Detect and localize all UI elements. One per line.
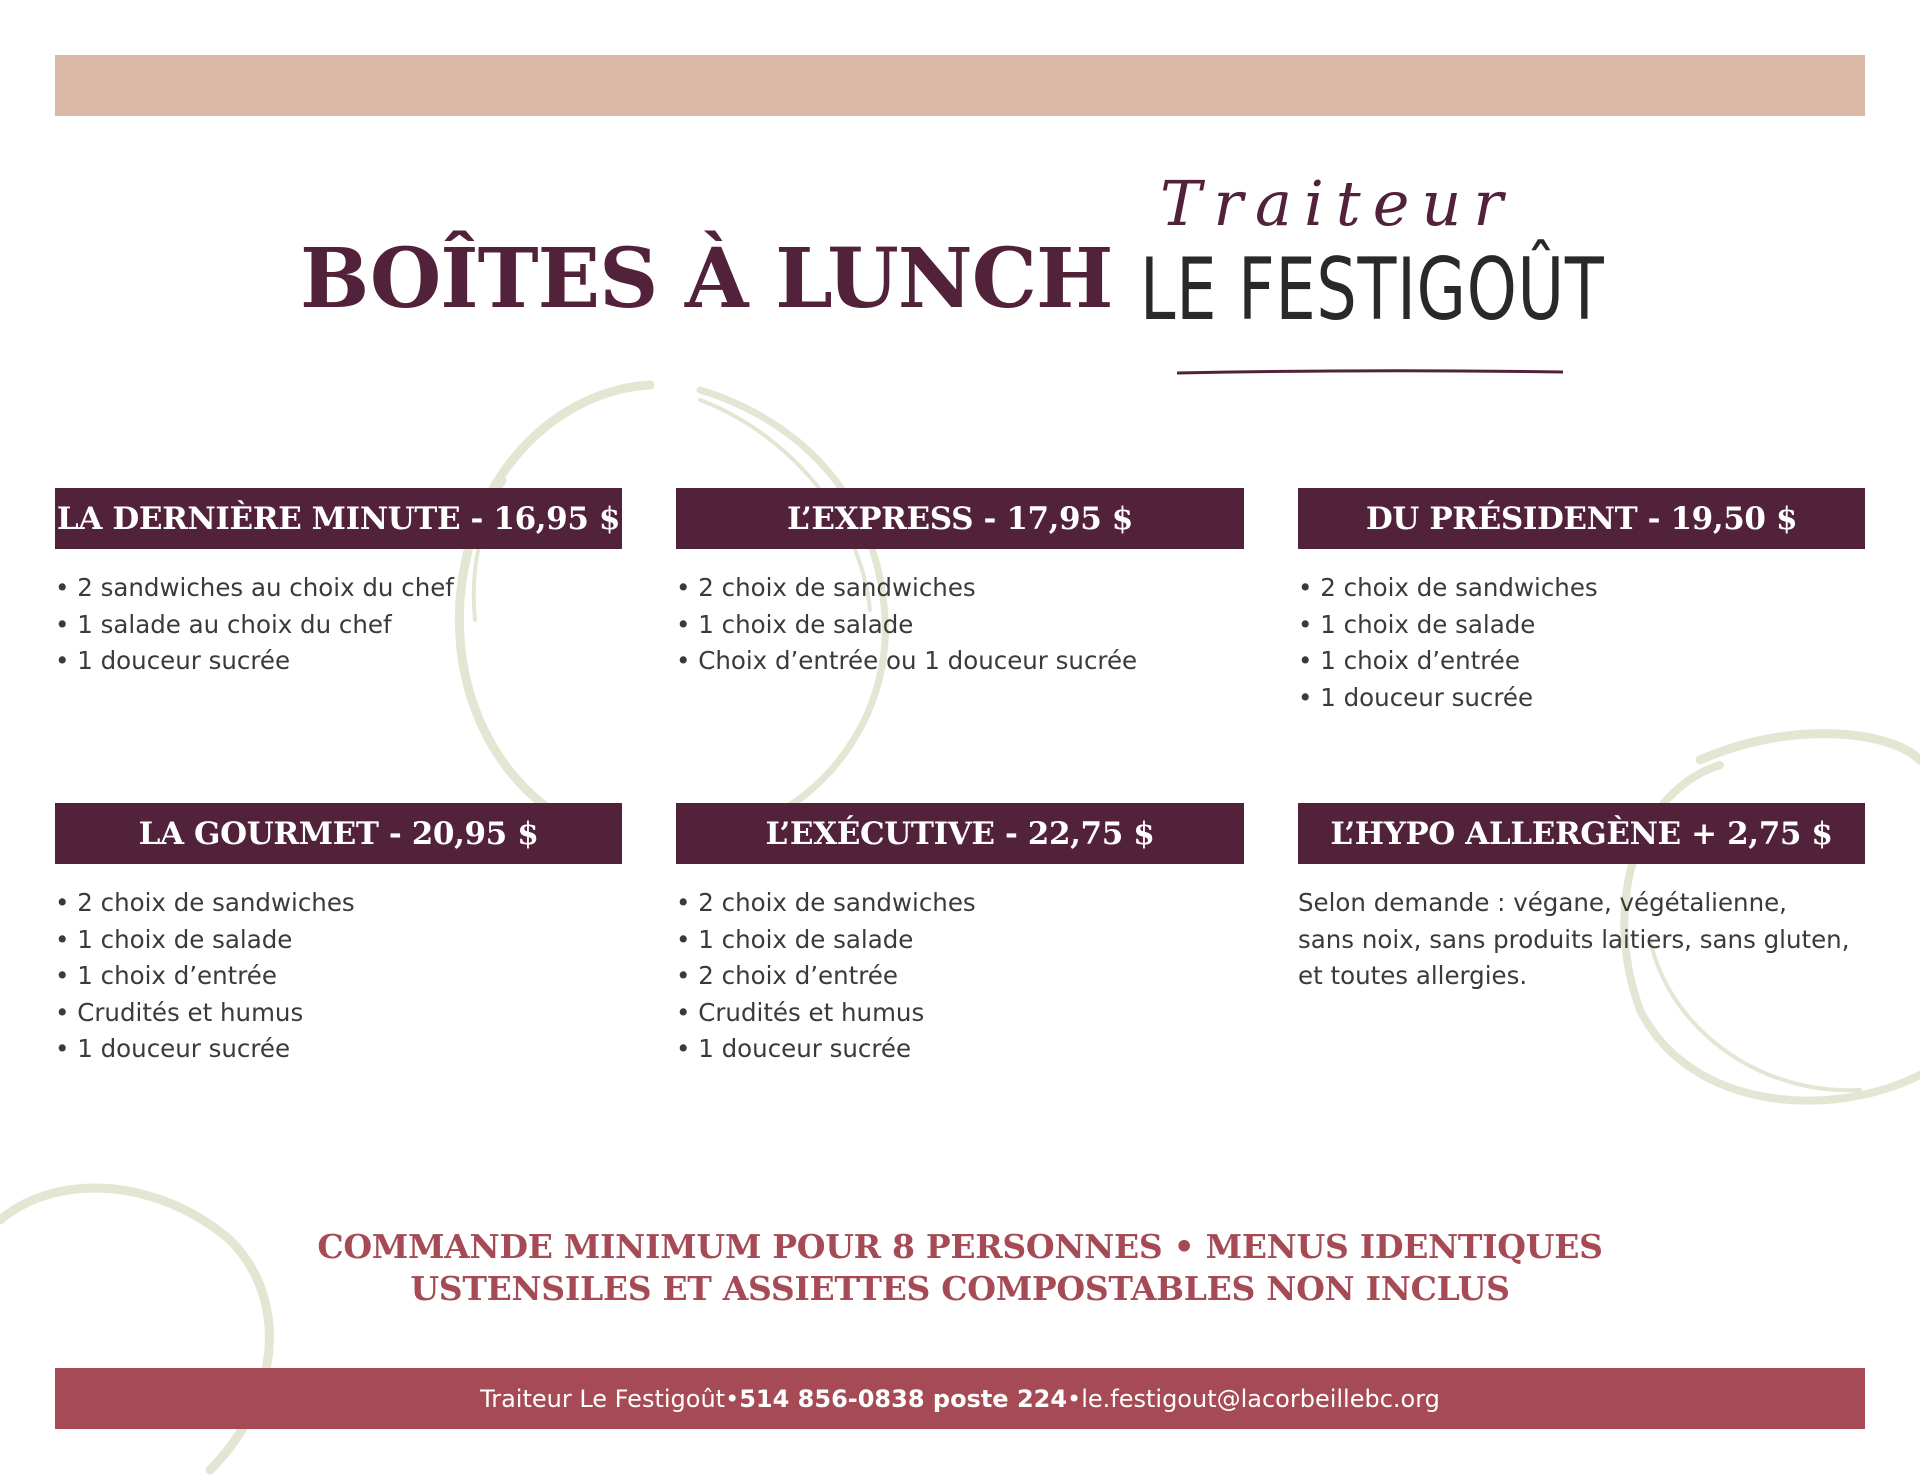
list-item: • Crudités et humus (676, 995, 976, 1032)
menu-title-hypo-allergene: L’HYPO ALLERGÈNE + 2,75 $ (1298, 803, 1865, 864)
list-item: • 2 choix de sandwiches (55, 885, 355, 922)
list-item: • Choix d’entrée ou 1 douceur sucrée (676, 643, 1137, 680)
footer-separator: • (1067, 1384, 1082, 1413)
list-item: • 1 salade au choix du chef (55, 607, 454, 644)
menu-title-gourmet: LA GOURMET - 20,95 $ (55, 803, 622, 864)
logo-main-text: LE FESTIGOÛT (1140, 240, 1605, 340)
logo-underline (1175, 368, 1565, 376)
menu-title-president: DU PRÉSIDENT - 19,50 $ (1298, 488, 1865, 549)
list-item: • 1 choix de salade (55, 922, 355, 959)
description-line: et toutes allergies. (1298, 961, 1528, 990)
menu-items-president (1298, 570, 1598, 716)
menu-items-executive (676, 885, 976, 1068)
list-item: • 1 choix de salade (676, 922, 976, 959)
description-line: Selon demande : végane, végétalienne, (1298, 888, 1787, 917)
description-line: sans noix, sans produits laitiers, sans gluten, (1298, 924, 1850, 954)
list-item: • 1 douceur sucrée (55, 1031, 355, 1068)
ring-right (1700, 734, 1920, 760)
list-item: • 2 choix d’entrée (676, 958, 976, 995)
footer-separator: • (725, 1384, 740, 1413)
list-item: • 2 choix de sandwiches (1298, 570, 1598, 607)
footer-contact-bar (55, 1368, 1865, 1429)
list-item: • 2 choix de sandwiches (676, 885, 976, 922)
menu-title-executive: L’EXÉCUTIVE - 22,75 $ (676, 803, 1244, 864)
menu-items-derniere-minute (55, 570, 454, 680)
list-item: • 1 douceur sucrée (1298, 680, 1598, 717)
list-item: • Crudités et humus (55, 995, 355, 1032)
order-note-line-2: USTENSILES ET ASSIETTES COMPOSTABLES NON INCLUS (410, 1269, 1510, 1308)
order-note-line-1: COMMANDE MINIMUM POUR 8 PERSONNES • MENUS IDENTIQUES (317, 1227, 1603, 1266)
list-item: • 1 douceur sucrée (676, 1031, 976, 1068)
list-item: • 2 sandwiches au choix du chef (55, 570, 454, 607)
footer-phone[interactable]: 514 856-0838 poste 224 (739, 1384, 1068, 1413)
footer-business-name: Traiteur Le Festigoût (480, 1384, 726, 1413)
menu-items-express (676, 570, 1137, 680)
list-item: • 1 choix d’entrée (55, 958, 355, 995)
list-item: • 1 douceur sucrée (55, 643, 454, 680)
ring-top-left (459, 385, 650, 835)
menu-title-express: L’EXPRESS - 17,95 $ (676, 488, 1244, 549)
list-item: • 2 choix de sandwiches (676, 570, 1137, 607)
menu-items-gourmet (55, 885, 355, 1068)
footer-email[interactable]: le.festigout@lacorbeillebc.org (1081, 1384, 1440, 1413)
logo-script-text: Traiteur (1160, 167, 1515, 240)
list-item: • 1 choix d’entrée (1298, 643, 1598, 680)
menu-description-hypo-allergene (1298, 885, 1850, 995)
list-item: • 1 choix de salade (1298, 607, 1598, 644)
menu-title-derniere-minute: LA DERNIÈRE MINUTE - 16,95 $ (55, 488, 622, 549)
page-title: BOÎTES À LUNCH (300, 231, 1113, 327)
top-color-band (55, 55, 1865, 116)
list-item: • 1 choix de salade (676, 607, 1137, 644)
